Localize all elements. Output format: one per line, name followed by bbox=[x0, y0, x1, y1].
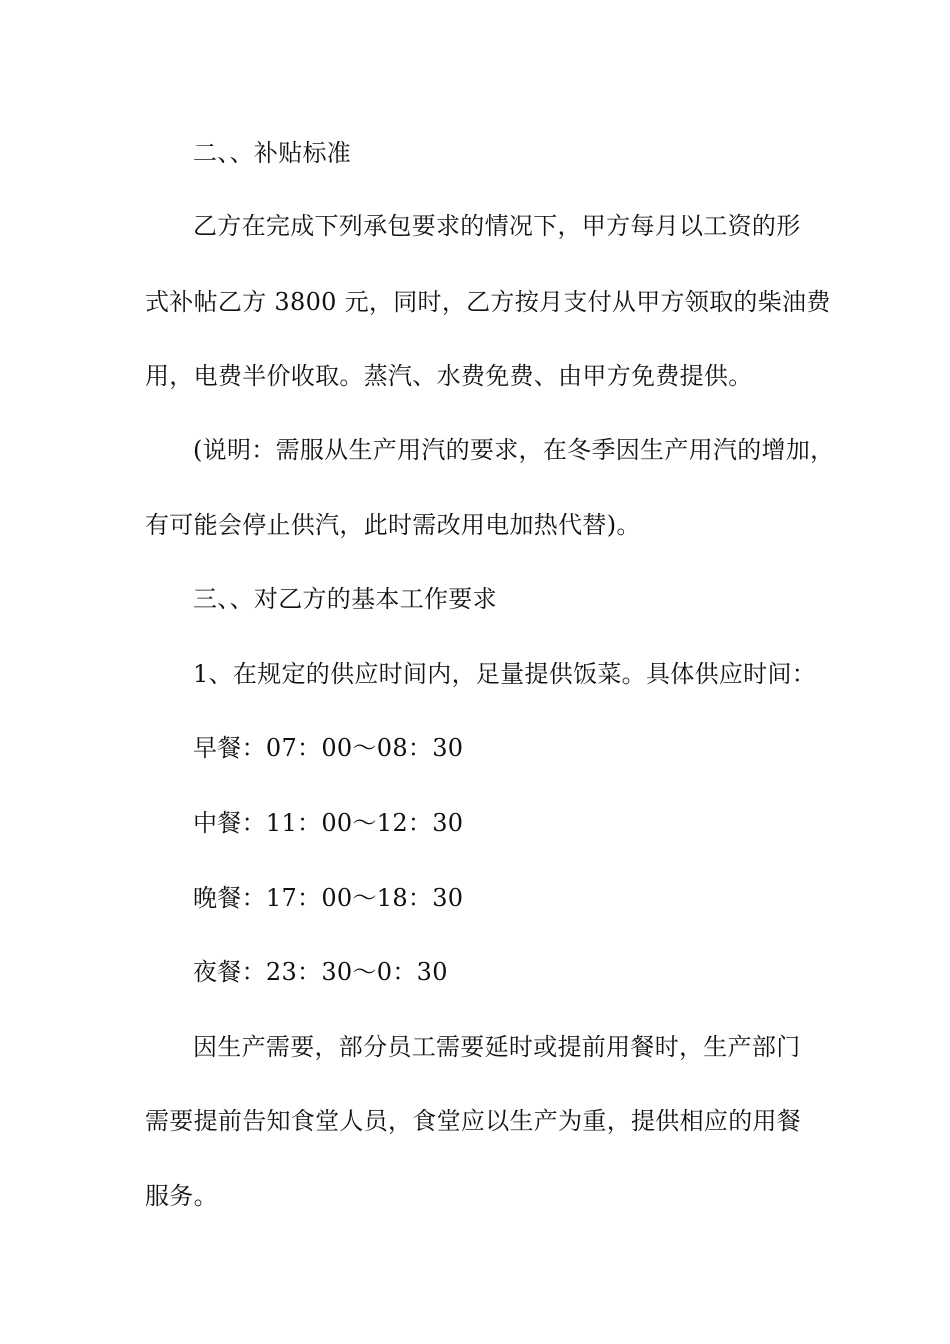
paragraph-line: 乙方在完成下列承包要求的情况下，甲方每月以工资的形 bbox=[193, 212, 801, 240]
meal-time-night: 夜餐：23：30～0：30 bbox=[193, 958, 448, 986]
section-heading-subsidy: 二、、补贴标准 bbox=[193, 139, 352, 167]
paragraph-line: 因生产需要，部分员工需要延时或提前用餐时，生产部门 bbox=[193, 1033, 801, 1061]
paragraph-line: (说明：需服从生产用汽的要求，在冬季因生产用汽的增加， bbox=[193, 436, 835, 464]
paragraph-line: 式补帖乙方 3800 元，同时，乙方按月支付从甲方领取的柴油费 bbox=[145, 288, 831, 316]
meal-time-dinner: 晚餐：17：00～18：30 bbox=[193, 884, 464, 912]
meal-time-lunch: 中餐：11：00～12：30 bbox=[193, 809, 464, 837]
paragraph-line: 用，电费半价收取。蒸汽、水费免费、由甲方免费提供。 bbox=[145, 362, 753, 390]
paragraph-line: 有可能会停止供汽，此时需改用电加热代替)。 bbox=[145, 511, 641, 539]
section-heading-requirements: 三、、对乙方的基本工作要求 bbox=[193, 585, 497, 613]
paragraph-line: 需要提前告知食堂人员，食堂应以生产为重，提供相应的用餐 bbox=[145, 1107, 802, 1135]
paragraph-line: 服务。 bbox=[145, 1182, 218, 1210]
meal-time-breakfast: 早餐：07：00～08：30 bbox=[193, 734, 464, 762]
list-item: 1、在规定的供应时间内，足量提供饭菜。具体供应时间： bbox=[193, 660, 817, 688]
